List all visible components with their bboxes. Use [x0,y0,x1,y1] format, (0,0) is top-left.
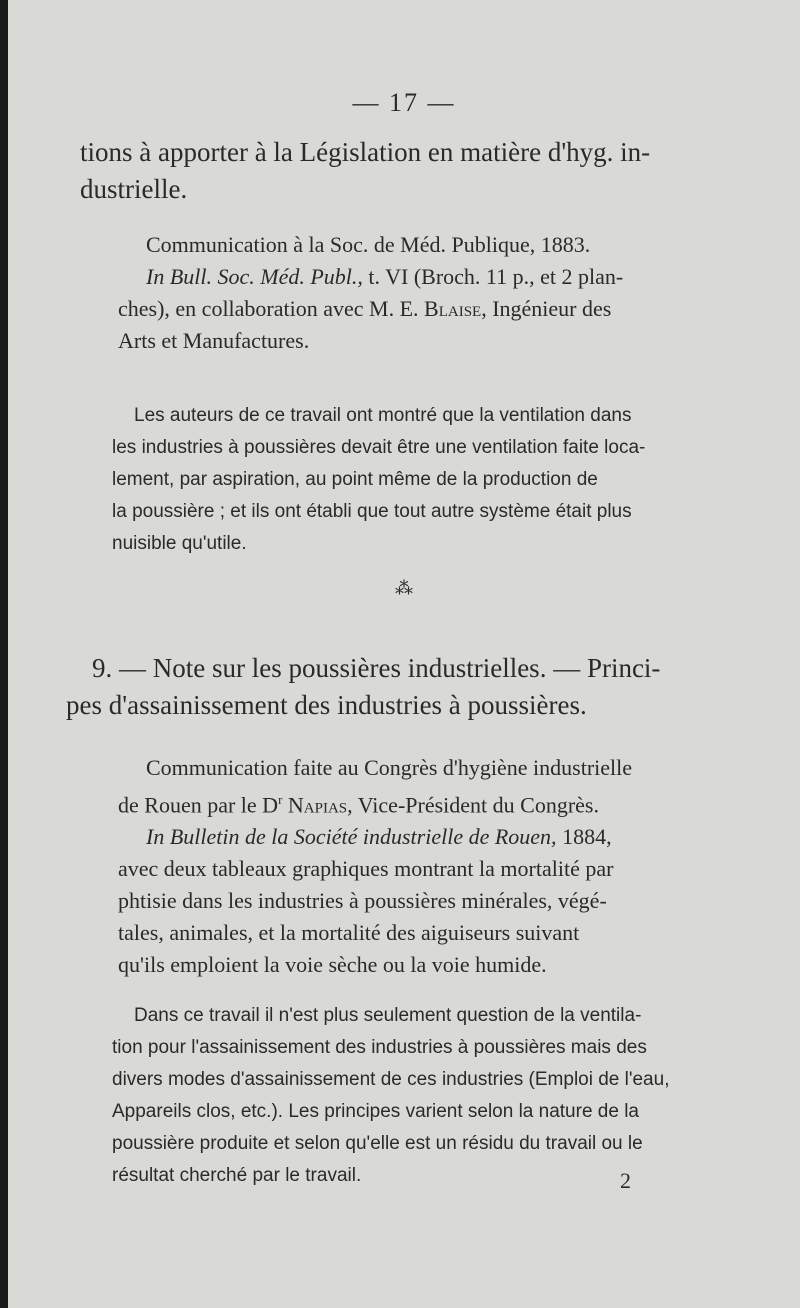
summary-line: lement, par aspiration, au point même de la production de [112,469,598,490]
signature-mark: 2 [620,1168,631,1193]
entry-line: pes d'assainissement des industries à poussières. [66,690,587,720]
summary-line: Les auteurs de ce travail ont montré que la ventilation dans [134,405,632,426]
ref-text: , Ingénieur des [481,296,612,321]
summary-line: Dans ce travail il n'est plus seulement question de la ventila- [134,1005,642,1026]
ref-line: Communication faite au Congrès d'hygiène industrielle [146,755,633,780]
ref-text: , Vice-Président du Congrès. [347,792,599,818]
ref-line: Arts et Manufactures. [118,328,310,353]
author-name: Blaise [424,296,482,321]
page-number: — 17 — [352,88,456,117]
summary-paragraph-2 [112,1000,708,1192]
reference-block-2 [118,752,708,981]
summary-line: Appareils clos, etc.). Les principes varient selon la nature de la [112,1101,639,1122]
continuation-line: tions à apporter à la Législation en matière d'hyg. in- [80,137,651,167]
ref-line: avec deux tableaux graphiques montrant la mortalité par [118,856,614,882]
book-page [8,0,800,1308]
ref-text: t. VI (Broch. 11 p., et 2 plan- [362,264,624,289]
ref-line [118,821,708,853]
summary-line: les industries à poussières devait être une ventilation faite loca- [112,437,646,458]
ref-line [118,293,708,325]
ref-line [118,261,708,293]
superscript: r [278,792,283,807]
ref-text: Communication à la Soc. de Méd. Publique, 1883. [146,232,591,257]
ref-line: tales, animales, et la mortalité des aiguiseurs suivant [118,920,580,946]
reference-block-1 [118,229,708,357]
ref-text: 1884, [556,824,612,850]
ref-line: phtisie dans les industries à poussières minérales, végé- [118,888,607,914]
summary-line: divers modes d'assainissement de ces industries (Emploi de l'eau, [112,1069,670,1090]
author-name: Napias [287,792,348,818]
continuation-paragraph [80,134,708,208]
summary-line: résultat cherché par le travail. [112,1165,362,1186]
continuation-line: dustrielle. [80,174,188,204]
entry-9-heading [66,650,708,724]
journal-title: In Bull. Soc. Méd. Publ., [146,264,363,289]
summary-paragraph-1 [112,400,708,560]
journal-title: In Bulletin de la Société industrielle de Rouen, [146,824,557,850]
ref-text: ches), en collaboration avec M. E. [118,296,425,321]
summary-line: tion pour l'assainissement des industries à poussières mais des [112,1037,647,1058]
ref-text: de Rouen par le D [118,792,279,818]
ref-line: qu'ils emploient la voie sèche ou la voie humide. [118,952,547,978]
entry-line: 9. — Note sur les poussières industrielles. — Princi- [92,653,661,683]
summary-line: nuisible qu'utile. [112,533,247,554]
summary-line: poussière produite et selon qu'elle est un résidu du travail ou le [112,1133,643,1154]
summary-line: la poussière ; et ils ont établi que tout autre système était plus [112,501,632,522]
asterism-separator: ⁂ [395,578,413,598]
ref-line [118,784,708,821]
ref-line [118,229,708,261]
